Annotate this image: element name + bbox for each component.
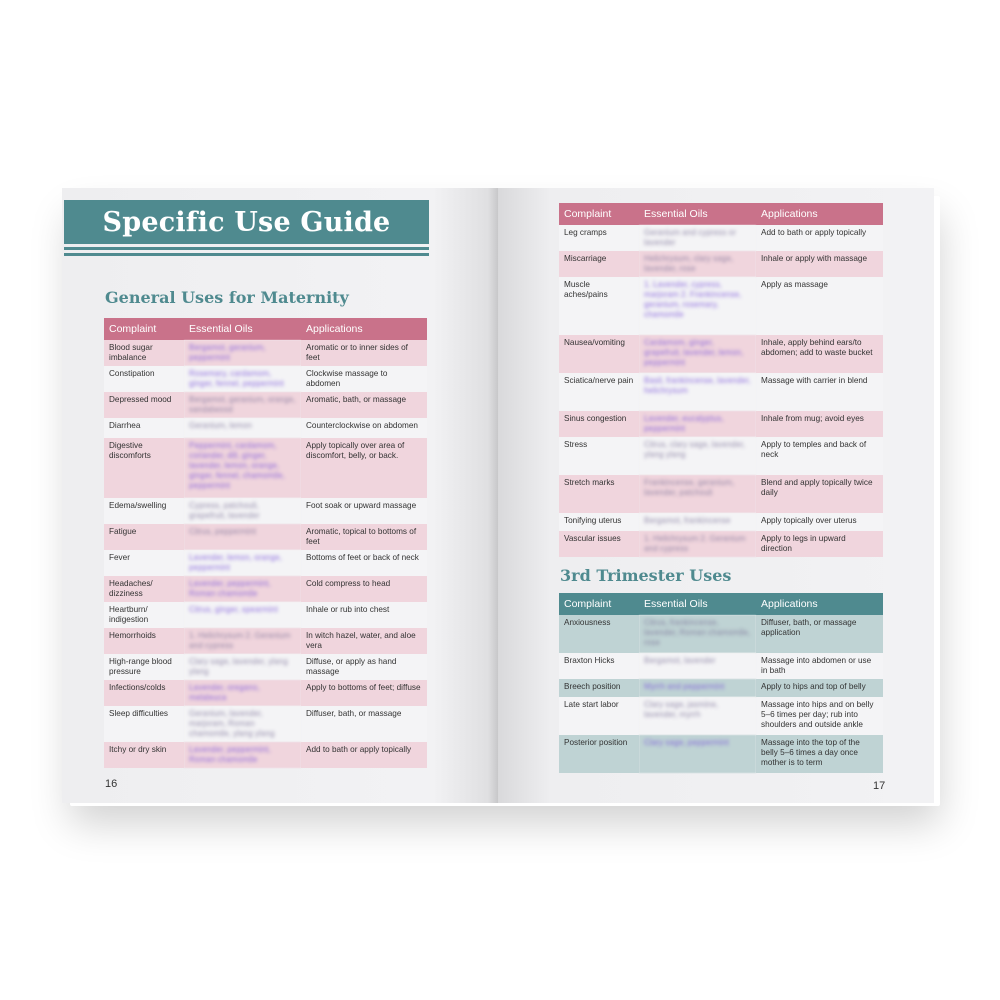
application-cell: Massage into the top of the belly 5–6 times a day once mother is to term	[756, 735, 883, 773]
oils-cell: Lavender, eucalyptus, peppermint	[639, 411, 756, 437]
oils-cell: Cypress, patchouli, grapefruit, lavender	[184, 498, 301, 524]
header-essential-oils: Essential Oils	[639, 593, 756, 615]
table-row	[559, 411, 883, 437]
oils-cell: Lavender, peppermint, Roman chamomile	[184, 742, 301, 768]
header-applications: Applications	[301, 318, 427, 340]
oils-cell: 1. Helichrysum 2. Geranium and cypress	[184, 628, 301, 654]
oils-cell: Geranium and cypress or lavender	[639, 225, 756, 251]
table-row	[104, 524, 427, 550]
table-row	[104, 498, 427, 524]
complaint-cell: Depressed mood	[104, 392, 184, 418]
complaint-cell: Leg cramps	[559, 225, 639, 251]
left-page	[62, 188, 498, 803]
oils-cell: Rosemary, cardamom, ginger, fennel, peppermint	[184, 366, 301, 392]
table-row	[104, 550, 427, 576]
application-cell: Clockwise massage to abdomen	[301, 366, 427, 392]
oils-cell: Citrus, clary sage, lavender, ylang ylang	[639, 437, 756, 475]
table-row	[104, 418, 427, 438]
complaint-cell: Blood sugar imbalance	[104, 340, 184, 366]
header-complaint: Complaint	[559, 593, 639, 615]
table-header-row	[104, 318, 427, 340]
third-trimester-table	[559, 593, 883, 773]
complaint-cell: High-range blood pressure	[104, 654, 184, 680]
right-page	[498, 188, 934, 803]
table-row	[104, 340, 427, 366]
complaint-cell: Nausea/vomiting	[559, 335, 639, 373]
table-row	[559, 735, 883, 773]
title-banner	[64, 200, 429, 244]
oils-cell: Citrus, ginger, spearmint	[184, 602, 301, 628]
title-rule	[64, 247, 429, 250]
complaint-cell: Miscarriage	[559, 251, 639, 277]
complaint-cell: Breech position	[559, 679, 639, 697]
application-cell: Bottoms of feet or back of neck	[301, 550, 427, 576]
complaint-cell: Sinus congestion	[559, 411, 639, 437]
application-cell: In witch hazel, water, and aloe vera	[301, 628, 427, 654]
table-row	[559, 277, 883, 335]
oils-cell: Citrus, frankincense, lavender, Roman chamomile, rose	[639, 615, 756, 653]
oils-cell: Bergamot, frankincense	[639, 513, 756, 531]
complaint-cell: Tonifying uterus	[559, 513, 639, 531]
complaint-cell: Edema/swelling	[104, 498, 184, 524]
application-cell: Apply to temples and back of neck	[756, 437, 883, 475]
table-header-row	[559, 593, 883, 615]
table-row	[559, 615, 883, 653]
oils-cell: Frankincense, geranium, lavender, patchouli	[639, 475, 756, 513]
table-row	[104, 742, 427, 768]
application-cell: Diffuser, bath, or massage application	[756, 615, 883, 653]
application-cell: Massage into hips and on belly 5–6 times per day; rub into shoulders and outside ankle	[756, 697, 883, 735]
table-header-row	[559, 203, 883, 225]
header-applications: Applications	[756, 593, 883, 615]
table-row	[104, 654, 427, 680]
oils-cell: Bergamot, lavender	[639, 653, 756, 679]
page-title: Specific Use Guide	[102, 206, 391, 238]
table-row	[104, 706, 427, 742]
table-row	[559, 653, 883, 679]
application-cell: Aromatic, topical to bottoms of feet	[301, 524, 427, 550]
table-row	[104, 576, 427, 602]
header-essential-oils: Essential Oils	[639, 203, 756, 225]
oils-cell: Citrus, peppermint	[184, 524, 301, 550]
section-heading-general: General Uses for Maternity	[105, 288, 349, 307]
oils-cell: Lavender, peppermint, Roman chamomile	[184, 576, 301, 602]
complaint-cell: Infections/colds	[104, 680, 184, 706]
header-essential-oils: Essential Oils	[184, 318, 301, 340]
application-cell: Inhale from mug; avoid eyes	[756, 411, 883, 437]
oils-cell: Clary sage, lavender, ylang ylang	[184, 654, 301, 680]
application-cell: Diffuser, bath, or massage	[301, 706, 427, 742]
application-cell: Apply as massage	[756, 277, 883, 335]
table-row	[559, 251, 883, 277]
complaint-cell: Sleep difficulties	[104, 706, 184, 742]
application-cell: Apply to legs in upward direction	[756, 531, 883, 557]
general-uses-table	[104, 318, 427, 768]
application-cell: Blend and apply topically twice daily	[756, 475, 883, 513]
application-cell: Diffuse, or apply as hand massage	[301, 654, 427, 680]
application-cell: Massage with carrier in blend	[756, 373, 883, 411]
table-row	[559, 531, 883, 557]
page-number-left: 16	[105, 778, 118, 790]
table-row	[559, 225, 883, 251]
table-row	[559, 679, 883, 697]
complaint-cell: Hemorrhoids	[104, 628, 184, 654]
oils-cell: Myrrh and peppermint	[639, 679, 756, 697]
complaint-cell: Posterior position	[559, 735, 639, 773]
table-row	[559, 373, 883, 411]
maternity-table-continued	[559, 203, 883, 557]
oils-cell: 1. Lavender, cypress, marjoram 2. Frankincense, geranium, rosemary, chamomile	[639, 277, 756, 335]
application-cell: Add to bath or apply topically	[756, 225, 883, 251]
table-row	[559, 475, 883, 513]
table-row	[104, 628, 427, 654]
oils-cell: Bergamot, geranium, orange, sandalwood	[184, 392, 301, 418]
header-applications: Applications	[756, 203, 883, 225]
header-complaint: Complaint	[104, 318, 184, 340]
complaint-cell: Stretch marks	[559, 475, 639, 513]
application-cell: Foot soak or upward massage	[301, 498, 427, 524]
complaint-cell: Anxiousness	[559, 615, 639, 653]
oils-cell: Bergamot, geranium, peppermint	[184, 340, 301, 366]
complaint-cell: Vascular issues	[559, 531, 639, 557]
application-cell: Aromatic, bath, or massage	[301, 392, 427, 418]
oils-cell: 1. Helichrysum 2. Geranium and cypress	[639, 531, 756, 557]
application-cell: Inhale or apply with massage	[756, 251, 883, 277]
page-number-right: 17	[873, 780, 886, 792]
complaint-cell: Heartburn/ indigestion	[104, 602, 184, 628]
complaint-cell: Diarrhea	[104, 418, 184, 438]
oils-cell: Lavender, oregano, melaleuca	[184, 680, 301, 706]
application-cell: Apply topically over uterus	[756, 513, 883, 531]
oils-cell: Cardamom, ginger, grapefruit, lavender, lemon, peppermint	[639, 335, 756, 373]
table-row	[104, 602, 427, 628]
header-complaint: Complaint	[559, 203, 639, 225]
oils-cell: Geranium, lavender, marjoram, Roman chamomile, ylang ylang	[184, 706, 301, 742]
title-rule	[64, 253, 429, 256]
application-cell: Inhale or rub into chest	[301, 602, 427, 628]
complaint-cell: Digestive discomforts	[104, 438, 184, 498]
table-row	[559, 437, 883, 475]
oils-cell: Clary sage, jasmine, lavender, myrrh	[639, 697, 756, 735]
oils-cell: Helichrysum, clary sage, lavender, rose	[639, 251, 756, 277]
table-row	[559, 697, 883, 735]
oils-cell: Basil, frankincense, lavender, helichrysum	[639, 373, 756, 411]
application-cell: Inhale, apply behind ears/to abdomen; add to waste bucket	[756, 335, 883, 373]
complaint-cell: Fatigue	[104, 524, 184, 550]
complaint-cell: Fever	[104, 550, 184, 576]
section-heading-3rd-trimester: 3rd Trimester Uses	[560, 566, 732, 585]
complaint-cell: Constipation	[104, 366, 184, 392]
table-row	[104, 438, 427, 498]
complaint-cell: Stress	[559, 437, 639, 475]
table-row	[104, 366, 427, 392]
application-cell: Aromatic or to inner sides of feet	[301, 340, 427, 366]
application-cell: Apply topically over area of discomfort, belly, or back.	[301, 438, 427, 498]
table-row	[104, 392, 427, 418]
application-cell: Apply to hips and top of belly	[756, 679, 883, 697]
application-cell: Counterclockwise on abdomen	[301, 418, 427, 438]
application-cell: Massage into abdomen or use in bath	[756, 653, 883, 679]
oils-cell: Peppermint, cardamom, coriander, dill, ginger, lavender, lemon, orange, ginger, fennel, chamomile, peppermint	[184, 438, 301, 498]
application-cell: Apply to bottoms of feet; diffuse	[301, 680, 427, 706]
oils-cell: Clary sage, peppermint	[639, 735, 756, 773]
complaint-cell: Sciatica/nerve pain	[559, 373, 639, 411]
application-cell: Add to bath or apply topically	[301, 742, 427, 768]
complaint-cell: Braxton Hicks	[559, 653, 639, 679]
table-row	[559, 335, 883, 373]
application-cell: Cold compress to head	[301, 576, 427, 602]
complaint-cell: Muscle aches/pains	[559, 277, 639, 335]
complaint-cell: Headaches/ dizziness	[104, 576, 184, 602]
oils-cell: Geranium, lemon	[184, 418, 301, 438]
complaint-cell: Late start labor	[559, 697, 639, 735]
complaint-cell: Itchy or dry skin	[104, 742, 184, 768]
oils-cell: Lavender, lemon, orange, peppermint	[184, 550, 301, 576]
table-row	[559, 513, 883, 531]
table-row	[104, 680, 427, 706]
